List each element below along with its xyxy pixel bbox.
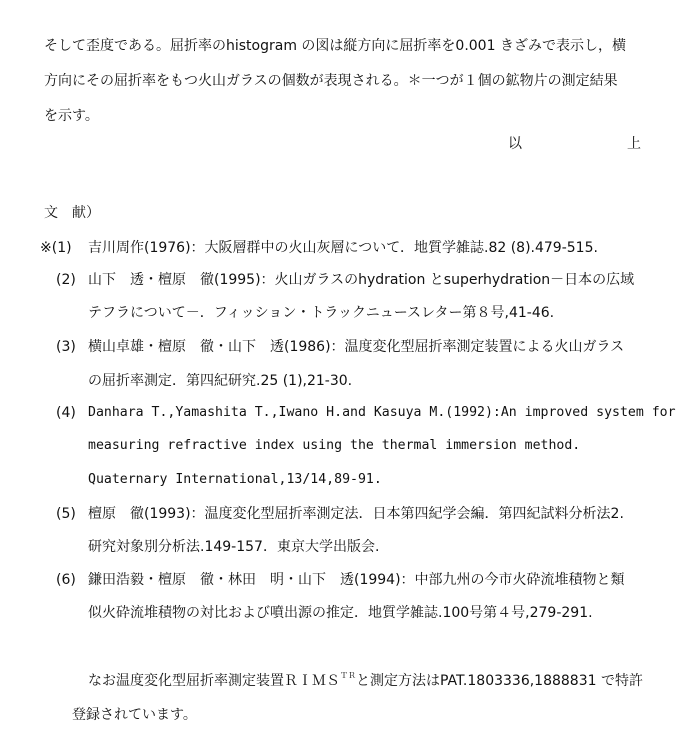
- reference-3-line-1: 横山卓雄・檀原 徹・山下 透(1986)：温度変化型屈折率測定装置による火山ガラス: [88, 339, 625, 355]
- intro-line-2: 方向にその屈折率をもつ火山ガラスの個数が表現される。＊一つが１個の鉱物片の測定結果: [44, 73, 618, 89]
- reference-3-marker: (3): [56, 339, 76, 355]
- reference-6-marker: (6): [56, 572, 76, 588]
- reference-6-line-2: 似火砕流堆積物の対比および噴出源の推定．地質学雑誌.100号第４号,279-291.: [88, 605, 593, 621]
- trademark-mark: ＴＲ: [340, 671, 356, 680]
- reference-2-line-1: 山下 透・檀原 徹(1995)：火山ガラスのhydration とsuperhydration－日本の広域: [88, 272, 635, 288]
- reference-6-line-1: 鎌田浩毅・檀原 徹・林田 明・山下 透(1994)：中部九州の今市火砕流堆積物と類: [88, 572, 625, 588]
- reference-1-marker: ※(1): [40, 240, 72, 256]
- reference-4-marker: (4): [56, 405, 76, 421]
- note-line-1: [88, 671, 643, 691]
- closing-left: 以: [508, 136, 522, 152]
- note-line-1-suffix: と測定方法はPAT.1803336,1888831 で特許: [356, 673, 643, 689]
- reference-2-line-2: テフラについて－．フィッション・トラックニュースレター第８号,41-46.: [88, 305, 555, 321]
- references-heading: 文 献）: [44, 205, 100, 221]
- reference-2-marker: (2): [56, 272, 76, 288]
- reference-4-line-2: measuring refractive index using the thermal immersion method.: [88, 438, 581, 453]
- reference-4-line-1: Danhara T.,Yamashita T.,Iwano H.and Kasuya M.(1992):An improved system for: [88, 405, 676, 420]
- reference-3-line-2: の屈折率測定．第四紀研究.25 (1),21-30.: [88, 373, 353, 389]
- note-line-2: 登録されています。: [72, 707, 197, 723]
- closing-right: 上: [627, 136, 641, 152]
- reference-4-line-3: Quaternary International,13/14,89-91.: [88, 472, 382, 487]
- reference-5-line-2: 研究対象別分析法.149-157．東京大学出版会.: [88, 539, 380, 555]
- intro-line-1: そして歪度である。屈折率のhistogram の図は縦方向に屈折率を0.001 きざみで表示し，横: [44, 38, 626, 54]
- reference-1-line-1: 吉川周作(1976)：大阪層群中の火山灰層について．地質学雑誌.82 (8).479-515.: [88, 240, 598, 256]
- intro-line-3: を示す。: [44, 108, 99, 124]
- reference-5-marker: (5): [56, 506, 76, 522]
- note-line-1-prefix: なお温度変化型屈折率測定装置ＲＩＭＳ: [88, 673, 340, 689]
- reference-5-line-1: 檀原 徹(1993)：温度変化型屈折率測定法．日本第四紀学会編．第四紀試料分析法2.: [88, 506, 624, 522]
